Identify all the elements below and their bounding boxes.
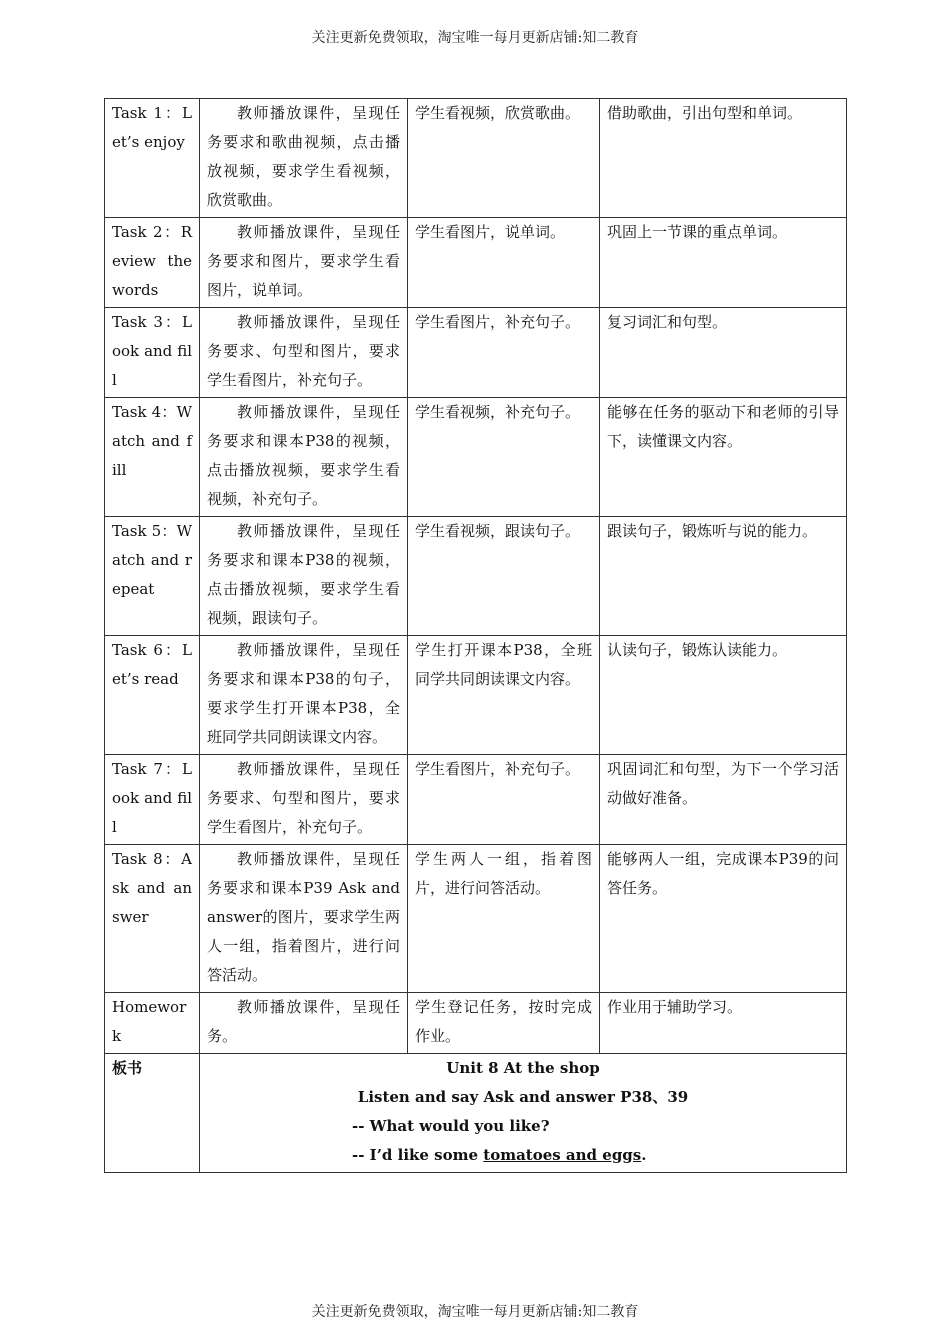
task-cell: Task 1：Let’s enjoy <box>105 99 200 218</box>
board-answer <box>207 1141 839 1170</box>
board-answer-underlined: tomatoes and eggs <box>483 1146 642 1164</box>
purpose-cell: 作业用于辅助学习。 <box>600 993 847 1054</box>
purpose-cell: 跟读句子，锻炼听与说的能力。 <box>600 517 847 636</box>
task-cell: Homework <box>105 993 200 1054</box>
teacher-activity-cell: 教师播放课件，呈现任务要求和课本P38的句子，要求学生打开课本P38，全班同学共同朗读课文内容。 <box>200 636 408 755</box>
board-content <box>200 1054 847 1173</box>
table-row <box>105 398 847 517</box>
table-row <box>105 993 847 1054</box>
board-answer-prefix: -- I’d like some <box>352 1146 484 1164</box>
teacher-activity-cell: 教师播放课件，呈现任务。 <box>200 993 408 1054</box>
task-cell: Task 6：Let’s read <box>105 636 200 755</box>
lesson-plan-body <box>105 99 847 1173</box>
student-activity-cell: 学生打开课本P38，全班同学共同朗读课文内容。 <box>408 636 600 755</box>
table-row <box>105 636 847 755</box>
purpose-cell: 能够两人一组，完成课本P39的问答任务。 <box>600 845 847 993</box>
lesson-plan-table <box>104 98 847 1173</box>
student-activity-cell: 学生登记任务，按时完成作业。 <box>408 993 600 1054</box>
student-activity-cell: 学生看视频，跟读句子。 <box>408 517 600 636</box>
teacher-activity-cell: 教师播放课件，呈现任务要求和图片，要求学生看图片，说单词。 <box>200 218 408 308</box>
teacher-activity-cell: 教师播放课件，呈现任务要求和歌曲视频，点击播放视频，要求学生看视频，欣赏歌曲。 <box>200 99 408 218</box>
table-row <box>105 308 847 398</box>
task-cell: Task 2：Review the words <box>105 218 200 308</box>
board-question: -- What would you like? <box>352 1117 550 1135</box>
purpose-cell: 认读句子，锻炼认读能力。 <box>600 636 847 755</box>
board-title: Unit 8 At the shop <box>446 1059 600 1077</box>
student-activity-cell: 学生看视频，补充句子。 <box>408 398 600 517</box>
page-header: 关注更新免费领取，淘宝唯一每月更新店铺:知二教育 <box>311 30 639 46</box>
table-row <box>105 218 847 308</box>
task-cell: Task 7：Look and fill <box>105 755 200 845</box>
page-footer: 关注更新免费领取，淘宝唯一每月更新店铺:知二教育 <box>311 1304 639 1320</box>
task-cell: Task 4：Watch and fill <box>105 398 200 517</box>
purpose-cell: 巩固词汇和句型，为下一个学习活动做好准备。 <box>600 755 847 845</box>
board-label: 板书 <box>105 1054 200 1173</box>
teacher-activity-cell: 教师播放课件，呈现任务要求和课本P38的视频，点击播放视频，要求学生看视频，跟读句子。 <box>200 517 408 636</box>
task-cell: Task 5：Watch and repeat <box>105 517 200 636</box>
table-row <box>105 755 847 845</box>
teacher-activity-cell: 教师播放课件，呈现任务要求、句型和图片，要求学生看图片，补充句子。 <box>200 308 408 398</box>
board-answer-suffix: . <box>641 1146 647 1164</box>
purpose-cell: 借助歌曲，引出句型和单词。 <box>600 99 847 218</box>
student-activity-cell: 学生两人一组，指着图片，进行问答活动。 <box>408 845 600 993</box>
board-row <box>105 1054 847 1173</box>
table-row <box>105 845 847 993</box>
teacher-activity-cell: 教师播放课件，呈现任务要求和课本P39 Ask and answer的图片，要求学生两人一组，指着图片，进行问答活动。 <box>200 845 408 993</box>
table-row <box>105 99 847 218</box>
student-activity-cell: 学生看图片，补充句子。 <box>408 755 600 845</box>
student-activity-cell: 学生看图片，补充句子。 <box>408 308 600 398</box>
task-cell: Task 8：Ask and answer <box>105 845 200 993</box>
student-activity-cell: 学生看视频，欣赏歌曲。 <box>408 99 600 218</box>
student-activity-cell: 学生看图片，说单词。 <box>408 218 600 308</box>
purpose-cell: 能够在任务的驱动下和老师的引导下，读懂课文内容。 <box>600 398 847 517</box>
purpose-cell: 巩固上一节课的重点单词。 <box>600 218 847 308</box>
task-cell: Task 3：Look and fill <box>105 308 200 398</box>
board-subtitle: Listen and say Ask and answer P38、39 <box>357 1088 689 1106</box>
teacher-activity-cell: 教师播放课件，呈现任务要求和课本P38的视频，点击播放视频，要求学生看视频，补充句子。 <box>200 398 408 517</box>
teacher-activity-cell: 教师播放课件，呈现任务要求、句型和图片，要求学生看图片，补充句子。 <box>200 755 408 845</box>
table-row <box>105 517 847 636</box>
purpose-cell: 复习词汇和句型。 <box>600 308 847 398</box>
